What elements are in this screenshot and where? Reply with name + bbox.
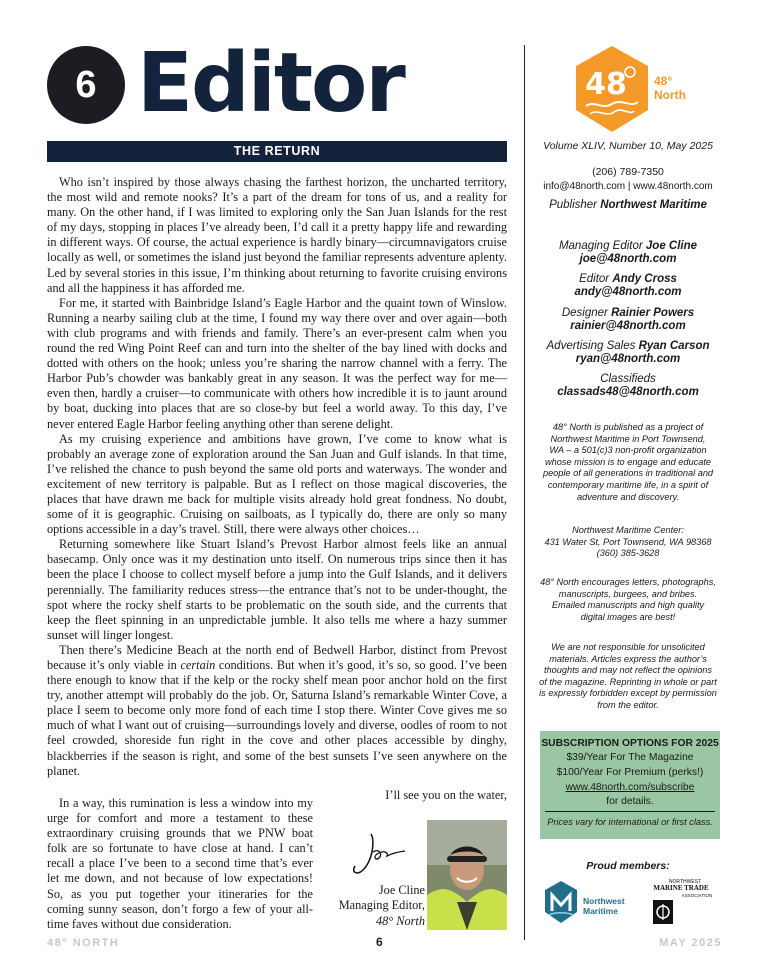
staff-entry [533,340,723,366]
footer-publication: 48° NORTH [47,937,120,949]
author-name: Joe Cline [378,883,425,897]
nmta-logo [645,876,717,926]
letters-note: 48° North encourages letters, photographs, manuscripts, burgees, and bribes. Emailed manuscripts and high quality digital images are best! [540,577,716,622]
staff-role: Editor [579,273,610,285]
article-closing-area [47,790,507,935]
disclaimer-note: We are not responsible for unsolicited materials. Articles express the author’s thoughts and may not reflect the opinions of the magazine. Reprinting in whole or part is expressly forbidden except by permission from the editor. [539,642,717,710]
signature-image [349,830,409,880]
staff-name: Joe Cline [645,240,698,252]
subscription-fine-print: Prices vary for international or first class. [547,817,713,827]
staff-name: Ryan Carson [638,340,710,352]
author-signature-block [317,883,425,929]
logo-wordmark [654,74,686,102]
footer-page-number: 6 [376,935,383,949]
phone-number: (206) 789-7350 [592,166,664,178]
svg-text:Northwest: Northwest [583,896,625,906]
paragraph-text: Then there’s Medicine Beach at the north end of Bedwell Harbor, distinct from Prevost because it’s only viable in [47,642,507,672]
staff-name: Rainier Powers [611,307,695,319]
staff-email: andy@48north.com [574,286,682,298]
staff-email: ryan@48north.com [575,353,681,365]
staff-entry [533,307,723,333]
logo-wordmark-line: 48° [654,74,673,88]
subscribe-link[interactable]: www.48north.com/subscribe [565,782,695,793]
staff-name: Andy Cross [612,273,677,285]
contact-links: info@48north.com | www.48north.com [543,181,713,192]
subscription-details: for details. [606,796,654,807]
staff-email: joe@48north.com [579,253,677,265]
staff-role: Classifieds [600,373,656,385]
subscription-box [540,731,720,839]
publisher-line [533,199,723,212]
paragraph-text: conditions. But when it’s good, it’s so, so good. I’ve been there enough to know that if the kelp or the rocky shelf mean poor anchor hold on the first try, another attempt will probably do the job. Or, Saturna Island’s remarkable Winter Cove, a place I seem to become only more fond of each time I stop there. Winter Cove gives me so much of what I want out of cruising—surroundings lovely and diverse, oodles of room to not feel crowded, shoreside fun right in the cove and other places accessible by dinghy, blackberries if the season is right, and some of the best sunsets I’ve seen anywhere on the planet. [47,658,508,778]
staff-entry [533,373,723,399]
section-title-bar: THE RETURN [47,141,507,162]
article-paragraph: In a way, this rumination is less a window into my urge for comfort and more a testament to these extraordinary cruising grounds that we PNW boat folk are so fortunate to have close at hand. I can’t recall a place I’ve been to a second time that’s ever let me down, and not because of low expectations! So, as you put together your itineraries for the coming sunny season, don’t forgo a few of your all-time faves without due consideration. [47,796,313,931]
column-divider [524,45,525,940]
staff-role: Designer [561,307,608,319]
article-paragraph: As my cruising experience and ambitions have grown, I’ve come to know what is probably an average zone of exploration around the San Juan and Gulf islands. In that time, I’ve relished the chance to push beyond the same old ports and waterways. The wonder and excitement of new territory is palpable. But as I reflect on those magical discoveries, the places that have drawn me back for multiple visits already hold great fondness. No doubt, some of it is geographic. Cruising on sailboats, as I typically do, there are only so many options accessible in a day’s travel. Still, there were always other choices… [47,431,507,537]
article-paragraph [47,643,507,779]
svg-text:NORTHWEST: NORTHWEST [668,879,702,885]
subscription-option: $100/Year For Premium (perks!) [556,767,704,778]
staff-entry [533,240,723,266]
staff-email: classads48@48north.com [557,386,699,398]
svg-text:MARINE TRADE: MARINE TRADE [653,884,709,892]
department-header [47,36,507,132]
proud-members-label: Proud members: [586,860,670,872]
staff-entry [533,273,723,299]
footer-issue-date: MAY 2025 [659,937,722,949]
author-photo [427,820,507,930]
staff-role: Managing Editor [558,240,643,252]
about-blurb: 48° North is published as a project of Northwest Maritime in Port Townsend, WA – a 501(c)3 non-profit organization whose mission is to engage and educate people of all generations in traditional and contemporary maritime life, in a spirit of adventure and discovery. [542,422,714,502]
article-paragraph: Who isn’t inspired by those always chasing the farthest horizon, the uncharted territory, the most wild and remote nooks? It’s a part of the dream for tons of us, and a reality for many. On the other hand, if I was limited to exploring only the San Juan Islands for the rest of my days, stopping in places I’ve already been, I’d call it a pretty happy life and rewarding in different ways. Of course, the actual experience is hardly binary—circumnavigators cruise locally as well, or sometimes the island just beyond the familiar represents adventure aplenty. Led by several stories in this issue, I’m thinking about returning to favorite cruising environs and all the happiness it has afforded me. [47,175,507,295]
subscription-option: $39/Year For The Magazine [566,752,694,763]
magazine-logo-icon [572,44,652,134]
article-paragraph: For me, it started with Bainbridge Island’s Eagle Harbor and the quaint town of Winslow. Running a nearby sailing club at the time, I found my way there over and over again—both with club programs and with friends and family. There’s an ever-present calm when you round the red Wing Point Reef can and turn into the shelter of the bay lined with docks and dotted with others on the hook; unless you’re sharing the narrow channel with a ferry. The Harbor Pub’s chowder was bankably great in any season. It was the perfect way for me—even then, hardly a cruiser—to communicate with others how incredible it is to jaunt around by boat, ducking into places that are so close-by but feel a world away. To this day, I’ve never entered Eagle Harbor feeling anything other than serene delight. [47,295,507,431]
article-body [47,175,507,779]
svg-text:Maritime: Maritime [583,906,618,916]
volume-info: Volume XLIV, Number 10, May 2025 [543,140,713,152]
subscription-divider [545,811,715,812]
svg-text:ASSOCIATION: ASSOCIATION [681,893,713,898]
staff-role: Advertising Sales [546,340,636,352]
page-number-badge: 6 [47,46,125,124]
northwest-maritime-logo [543,879,638,927]
staff-email: rainier@48north.com [570,320,686,332]
publisher-label: Publisher [549,199,598,211]
center-address: Northwest Maritime Center: 431 Water St, Port Townsend, WA 98368 (360) 385-3628 [544,525,712,559]
logo-wordmark-line: North [654,88,686,102]
department-title: Editor [137,36,404,131]
publisher-name: Northwest Maritime [600,199,707,211]
subscription-title: SUBSCRIPTION OPTIONS FOR 2025 [541,738,719,749]
article-paragraph: Returning somewhere like Stuart Island’s Prevost Harbor almost feels like an annual basecamp. Only once was it my destination unto itself. On numerous trips since then it has been the place I choose to collect myself before a jump into the Gulf Islands, and it delivers perennially. The familiarity reduces stress—the entrance that’s not to be under-thought, the spot where the rocky shelf starts to be problematic on the south side, and the currents that keep the fleet spinning in an unpredictable jumble. It also tells me where a hazy summer sunset will linger longest. [47,537,507,642]
author-title: Managing Editor, [338,898,425,913]
svg-text:48: 48 [585,67,627,102]
closing-line: I’ll see you on the water, [385,788,507,802]
emphasized-word: certain [180,658,216,672]
author-publication: 48° North [376,913,425,928]
